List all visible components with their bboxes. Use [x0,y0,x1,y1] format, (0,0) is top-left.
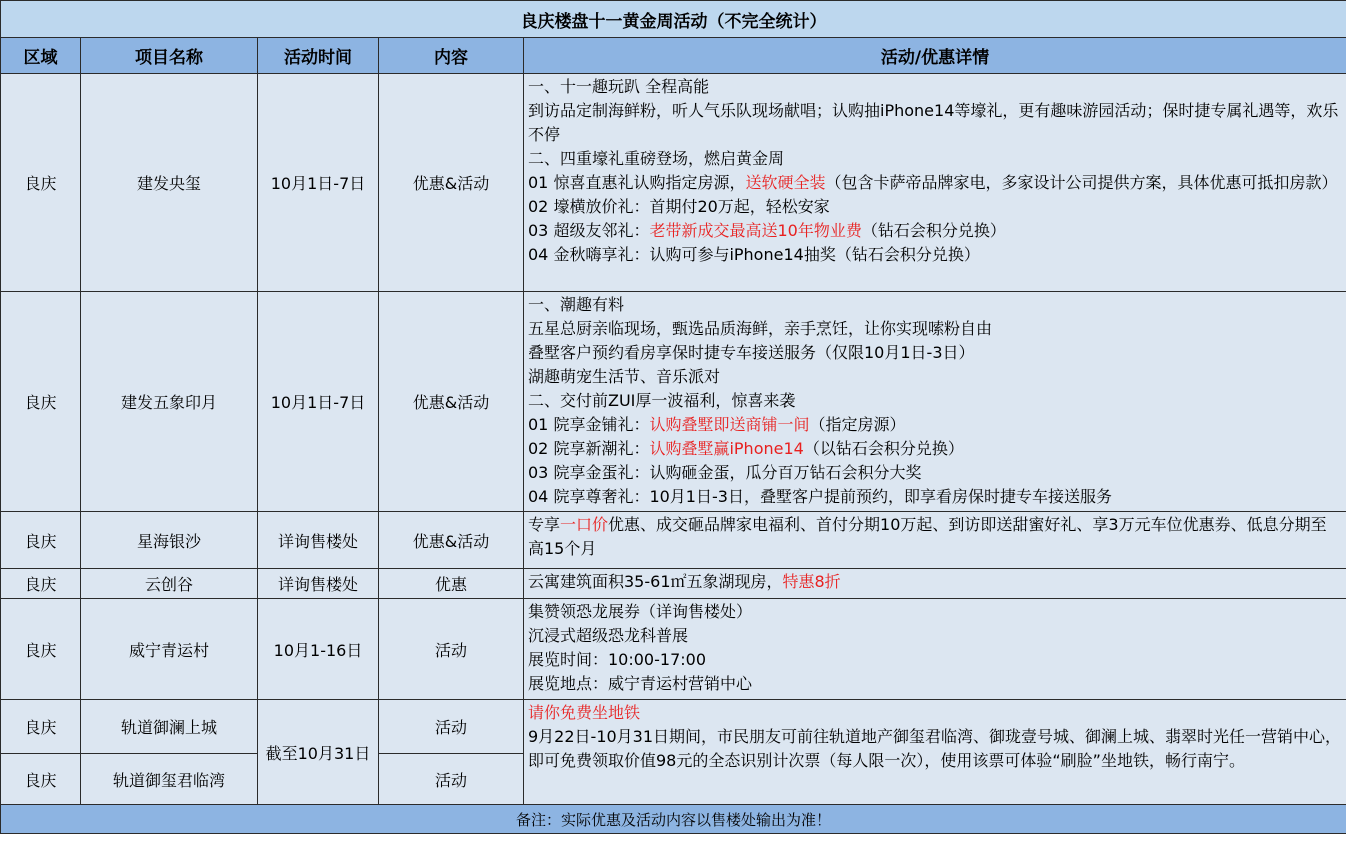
table-row [1,292,1346,512]
detail-line: 03 院享金蛋礼：认购砸金蛋，瓜分百万钻石会积分大奖 [528,463,922,482]
detail-text: 01 院享金铺礼： [528,415,650,434]
highlight-text: 一口价 [560,515,609,534]
content-cell: 优惠&活动 [379,512,524,569]
detail-text: （以钻石会积分兑换） [803,439,964,458]
project-name-cell: 云创谷 [81,569,258,599]
detail-line: 9月22日-10月31日期间，市民朋友可前往轨道地产御玺君临湾、御珑壹号城、御澜上城、翡翠时光任一营销中心，即可免费领取价值98元的全态识别计次票（每人限一次），使用该票可体验“刷脸”坐地铁，畅行南宁。 [528,727,1342,770]
detail-line: 二、四重壕礼重磅登场，燃启黄金周 [528,149,785,168]
highlight-text: 送软硬全装 [745,173,826,192]
details-cell [524,74,1346,292]
project-name-cell: 轨道御澜上城 [81,700,258,754]
detail-line: 展览时间：10:00-17:00 [528,650,706,669]
project-name-cell: 威宁青运村 [81,599,258,700]
table-row [1,569,1346,599]
content-cell: 优惠 [379,569,524,599]
detail-line: 二、交付前ZUI厚一波福利，惊喜来袭 [528,391,796,410]
time-cell: 10月1日-7日 [258,292,379,512]
detail-text: 优惠、成交砸品牌家电福利、首付分期10万起、到访即送甜蜜好礼、享3万元车位优惠券、低息分期至高15个月 [528,515,1327,558]
detail-line: 沉浸式超级恐龙科普展 [528,626,689,645]
header-details: 活动/优惠详情 [524,38,1346,74]
details-cell [524,292,1346,512]
detail-line: 叠墅客户预约看房享保时捷专车接送服务（仅限10月1日-3日） [528,343,975,362]
detail-line [528,171,1342,195]
content-cell: 活动 [379,754,524,805]
detail-text: 云寓建筑面积35-61㎡五象湖现房， [528,572,783,591]
detail-line: 五星总厨亲临现场，甄选品质海鲜，亲手烹饪，让你实现嗦粉自由 [528,319,993,338]
content-cell: 活动 [379,599,524,700]
detail-line [528,219,1342,243]
detail-line [528,513,1342,561]
region-cell: 良庆 [1,569,81,599]
header-content: 内容 [379,38,524,74]
table-title: 良庆楼盘十一黄金周活动（不完全统计） [1,1,1346,38]
detail-text: 01 惊喜直惠礼认购指定房源， [528,173,746,192]
detail-line: 到访品定制海鲜粉，听人气乐队现场献唱；认购抽iPhone14等壕礼，更有趣味游园活动；保时捷专属礼遇等，欢乐不停 [528,101,1339,144]
header-project-name: 项目名称 [81,38,258,74]
detail-line [528,570,1342,594]
detail-text: 专享 [528,515,561,534]
content-cell: 活动 [379,700,524,754]
details-cell [524,700,1346,805]
region-cell: 良庆 [1,599,81,700]
time-cell: 详询售楼处 [258,569,379,599]
footer-note: 备注：实际优惠及活动内容以售楼处输出为准！ [1,805,1346,834]
detail-line: 04 金秋嗨享礼：认购可参与iPhone14抽奖（钻石会积分兑换） [528,245,980,264]
details-cell [524,512,1346,569]
project-name-cell: 建发五象印月 [81,292,258,512]
region-cell: 良庆 [1,292,81,512]
detail-text: 02 院享新潮礼： [528,439,650,458]
details-cell [524,569,1346,599]
detail-line: 一、十一趣玩趴 全程高能 [528,77,710,96]
detail-line: 04 院享尊奢礼：10月1日-3日，叠墅客户提前预约，即享看房保时捷专车接送服务 [528,487,1112,506]
time-cell: 详询售楼处 [258,512,379,569]
time-cell: 10月1日-7日 [258,74,379,292]
table-row [1,74,1346,292]
region-cell: 良庆 [1,512,81,569]
region-cell: 良庆 [1,74,81,292]
detail-text: （指定房源） [809,415,906,434]
detail-text: （钻石会积分兑换） [861,221,1006,240]
header-region: 区域 [1,38,81,74]
detail-line: 请你免费坐地铁 [528,703,641,722]
table-row [1,512,1346,569]
detail-line: 湖趣萌宠生活节、音乐派对 [528,367,721,386]
detail-line [528,437,1342,461]
detail-line: 02 壕横放价礼：首期付20万起，轻松安家 [528,197,830,216]
detail-line: 展览地点：威宁青运村营销中心 [528,674,753,693]
time-cell: 10月1-16日 [258,599,379,700]
detail-line: 一、潮趣有料 [528,295,625,314]
header-activity-time: 活动时间 [258,38,379,74]
highlight-text: 认购叠墅赢iPhone14 [649,439,804,458]
detail-line: 集赞领恐龙展券（详询售楼处） [528,602,753,621]
content-cell: 优惠&活动 [379,74,524,292]
project-name-cell: 轨道御玺君临湾 [81,754,258,805]
time-cell: 截至10月31日 [258,700,379,805]
highlight-text: 认购叠墅即送商铺一间 [649,415,810,434]
details-cell [524,599,1346,700]
region-cell: 良庆 [1,754,81,805]
detail-line [528,413,1342,437]
content-cell: 优惠&活动 [379,292,524,512]
highlight-text: 老带新成交最高送10年物业费 [649,221,862,240]
detail-text: 03 超级友邻礼： [528,221,650,240]
header-row [1,38,1346,74]
region-cell: 良庆 [1,700,81,754]
project-name-cell: 建发央玺 [81,74,258,292]
detail-text: （包含卡萨帝品牌家电，多家设计公司提供方案，具体优惠可抵扣房款） [825,173,1338,192]
table-row [1,700,1346,754]
table-row [1,599,1346,700]
highlight-text: 特惠8折 [782,572,841,591]
project-name-cell: 星海银沙 [81,512,258,569]
